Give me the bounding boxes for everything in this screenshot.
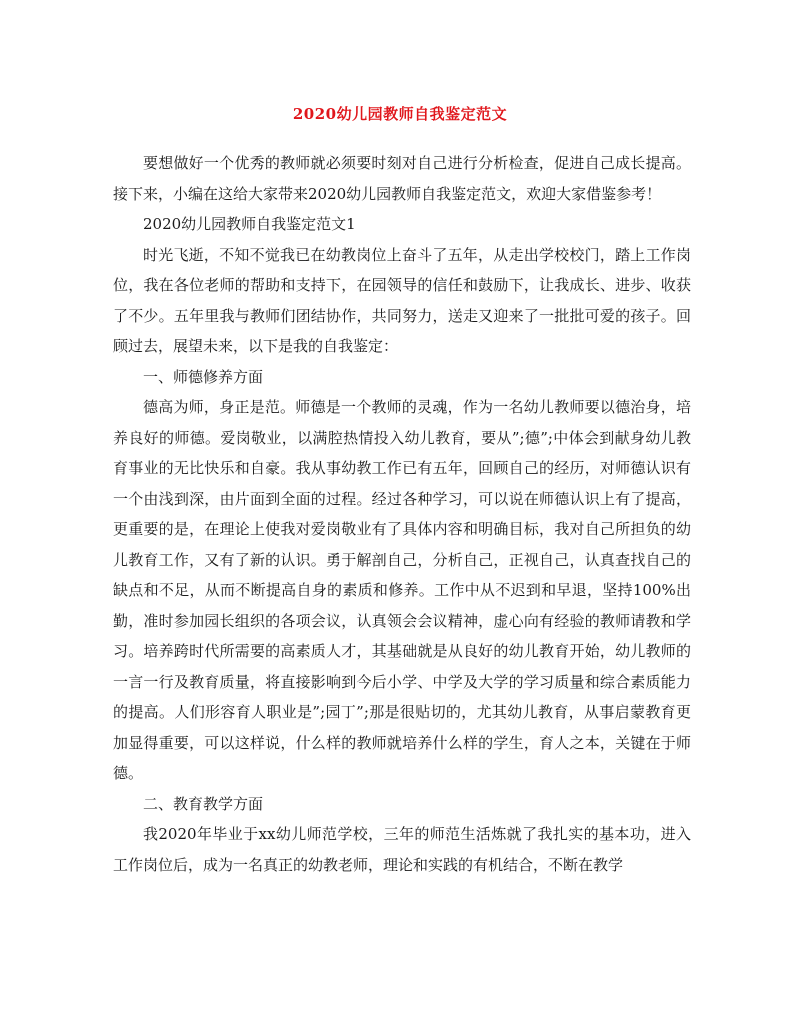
teaching-paragraph: 我2020年毕业于xx幼儿师范学校，三年的师范生活炼就了我扎实的基本功，进入工作岗位后，成为一名真正的幼教老师，理论和实践的有机结合，不断在教学: [113, 825, 691, 874]
opening-paragraph: 时光飞逝，不知不觉我已在幼教岗位上奋斗了五年，从走出学校校门，踏上工作岗位，我在各位老师的帮助和支持下，在园领导的信任和鼓励下，让我成长、进步、收获了不少。五年里我与教师们团结协作，共同努力，送走又迎来了一批批可爱的孩子。回顾过去，展望未来，以下是我的自我鉴定：: [113, 245, 691, 355]
document-body: [113, 148, 691, 880]
intro-paragraph: 要想做好一个优秀的教师就必须要时刻对自己进行分析检查，促进自己成长提高。接下来，小编在这给大家带来2020幼儿园教师自我鉴定范文，欢迎大家借鉴参考！: [113, 154, 691, 203]
document-title: 2020幼儿园教师自我鉴定范文: [292, 105, 508, 123]
section-heading-ethics: 一、师德修养方面: [143, 367, 264, 386]
ethics-paragraph: 德高为师，身正是范。师德是一个教师的灵魂，作为一名幼儿教师要以德治身，培养良好的师德。爱岗敬业，以满腔热情投入幼儿教育，要从”;德”;中体会到献身幼儿教育事业的无比快乐和自豪。我从事幼教工作已有五年，回顾自己的经历，对师德认识有一个由浅到深，由片面到全面的过程。经过各种学习，可以说在师德认识上有了提高，更重要的是，在理论上使我对爱岗敬业有了具体内容和明确目标，我对自己所担负的幼儿教育工作，又有了新的认识。勇于解剖自己，分析自己，正视自己，认真查找自己的缺点和不足，从而不断提高自身的素质和修养。工作中从不迟到和早退，坚持100%出勤，准时参加园长组织的各项会议，认真领会会议精神，虚心向有经验的教师请教和学习。培养跨时代所需要的高素质人才，其基础就是从良好的幼儿教育开始，幼儿教师的一言一行及教育质量，将直接影响到今后小学、中学及大学的学习质量和综合素质能力的提高。人们形容育人职业是”;园丁”;那是很贴切的，尤其幼儿教育，从事启蒙教育更加显得重要，可以这样说，什么样的教师就培养什么样的学生，育人之本，关键在于师德。: [113, 398, 691, 782]
section-heading-sample-1: 2020幼儿园教师自我鉴定范文1: [143, 215, 356, 233]
section-heading-teaching: 二、教育教学方面: [143, 794, 264, 813]
